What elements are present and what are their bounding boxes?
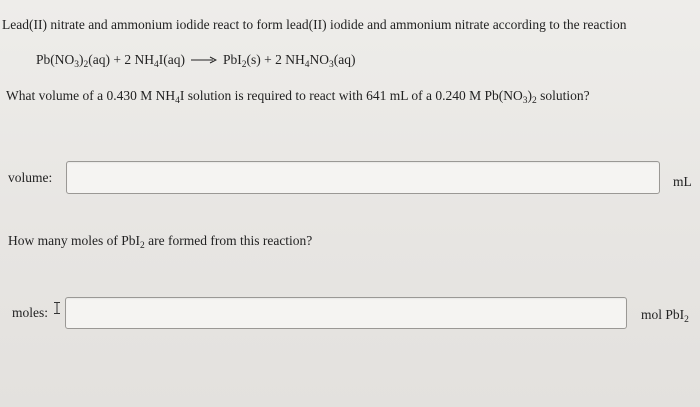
moles-question: How many moles of PbI$_2$ are formed from this reaction? (8, 233, 313, 251)
moles-unit: mol PbI$_2$ (641, 307, 689, 325)
right-arrow-icon (191, 56, 217, 64)
moles-input[interactable] (65, 297, 627, 329)
reaction-equation: $Pb(NO_3)_2(aq) + 2$ $NH_4I(aq) PbI_2(s) + 2$ $NH_4NO_3(aq)$ (36, 52, 356, 70)
volume-label: volume: (8, 170, 53, 185)
volume-unit: mL (673, 174, 692, 189)
question-intro: Lead(II) nitrate and ammonium iodide react to form lead(II) iodide and ammonium nitrate according to the reaction (2, 17, 627, 32)
moles-label: moles: (12, 305, 48, 320)
volume-question: What volume of a 0.430 M $NH_4I$ solution is required to react with 641 mL of a 0.240 M $Pb(NO_3)_2$ solution? (6, 88, 590, 106)
text-cursor-icon (53, 302, 61, 314)
volume-input[interactable] (66, 161, 660, 194)
